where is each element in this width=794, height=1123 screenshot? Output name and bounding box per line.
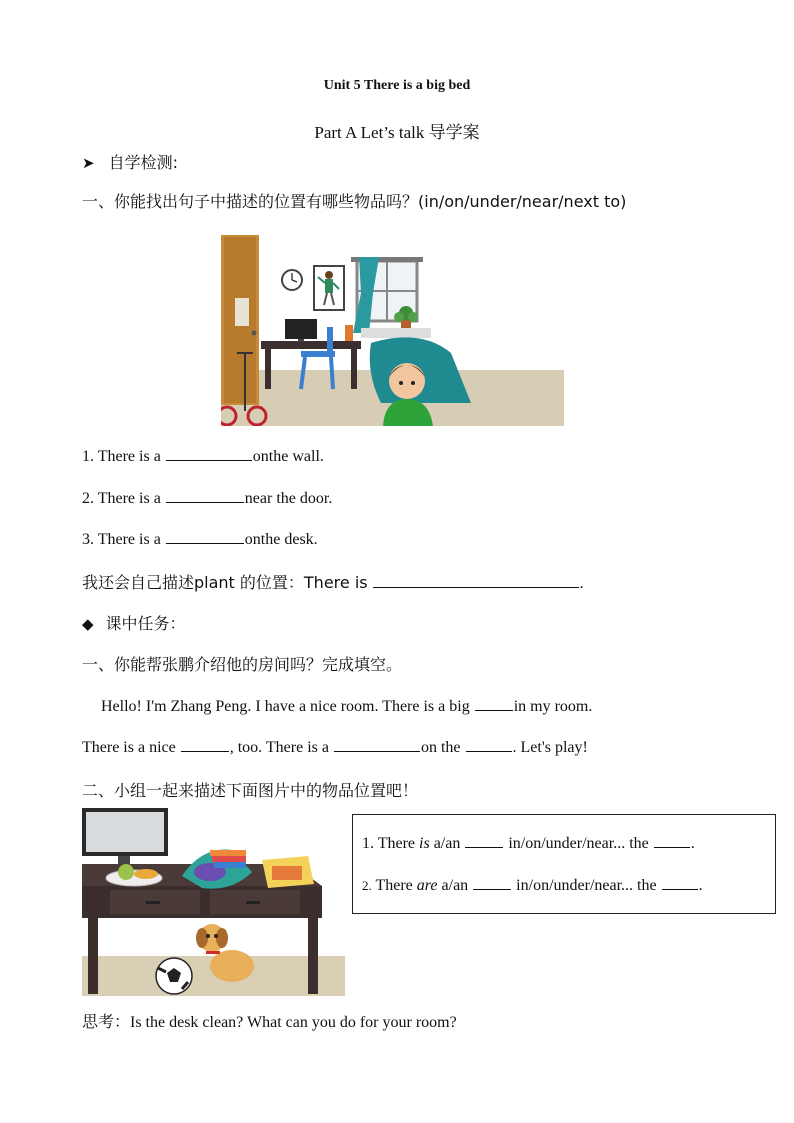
blank-input[interactable] — [166, 529, 244, 544]
blank-input[interactable] — [181, 737, 229, 752]
class-task-question-2: 二、小组一起来描述下面图片中的物品位置吧！ — [82, 781, 419, 800]
blank-input[interactable] — [373, 573, 579, 588]
blank-input[interactable] — [662, 875, 698, 890]
paragraph-line-2: There is a nice , too. There is a on the . Let's play! — [82, 739, 588, 756]
class-task-question-1: 一、你能帮张鹏介绍他的房间吗？完成填空。 — [82, 655, 403, 674]
blank-input[interactable] — [473, 875, 511, 890]
frame-line-1: 1. There is a/an in/on/under/near... the . — [362, 835, 695, 852]
blank-input[interactable] — [166, 446, 252, 461]
paragraph-line-1: Hello! I'm Zhang Peng. I have a nice room. There is a big in my room. — [101, 698, 593, 715]
sentence-1: 1. There is a onthe wall. — [82, 448, 324, 465]
page-subtitle: Part A Let’s talk 导学案 — [314, 123, 480, 142]
think-question: 思考：Is the desk clean? What can you do for your room? — [82, 1014, 457, 1031]
bedroom-picture — [221, 233, 564, 426]
desk-picture — [82, 806, 345, 996]
sentence-3: 3. There is a onthe desk. — [82, 531, 318, 548]
blank-input[interactable] — [334, 737, 420, 752]
frame-line-2: 2. There are a/an in/on/under/near... the . — [362, 877, 703, 894]
arrow-bullet-icon: ➤ — [82, 156, 95, 172]
self-check-heading: ➤ 自学检测: — [82, 153, 178, 172]
blank-input[interactable] — [654, 833, 690, 848]
page-title: Unit 5 There is a big bed — [323, 78, 471, 93]
plant-sentence: 我还会自己描述plant 的位置：There is . — [82, 573, 584, 592]
sentence-2: 2. There is a near the door. — [82, 490, 333, 507]
blank-input[interactable] — [465, 833, 503, 848]
blank-input[interactable] — [166, 488, 244, 503]
self-check-question: 一、你能找出句子中描述的位置有哪些物品吗？(in/on/under/near/next to) — [82, 192, 627, 211]
blank-input[interactable] — [475, 696, 513, 711]
blank-input[interactable] — [466, 737, 512, 752]
class-task-heading: ◆ 课中任务： — [82, 614, 186, 633]
sentence-frame-box — [352, 814, 776, 914]
diamond-bullet-icon: ◆ — [82, 617, 94, 633]
